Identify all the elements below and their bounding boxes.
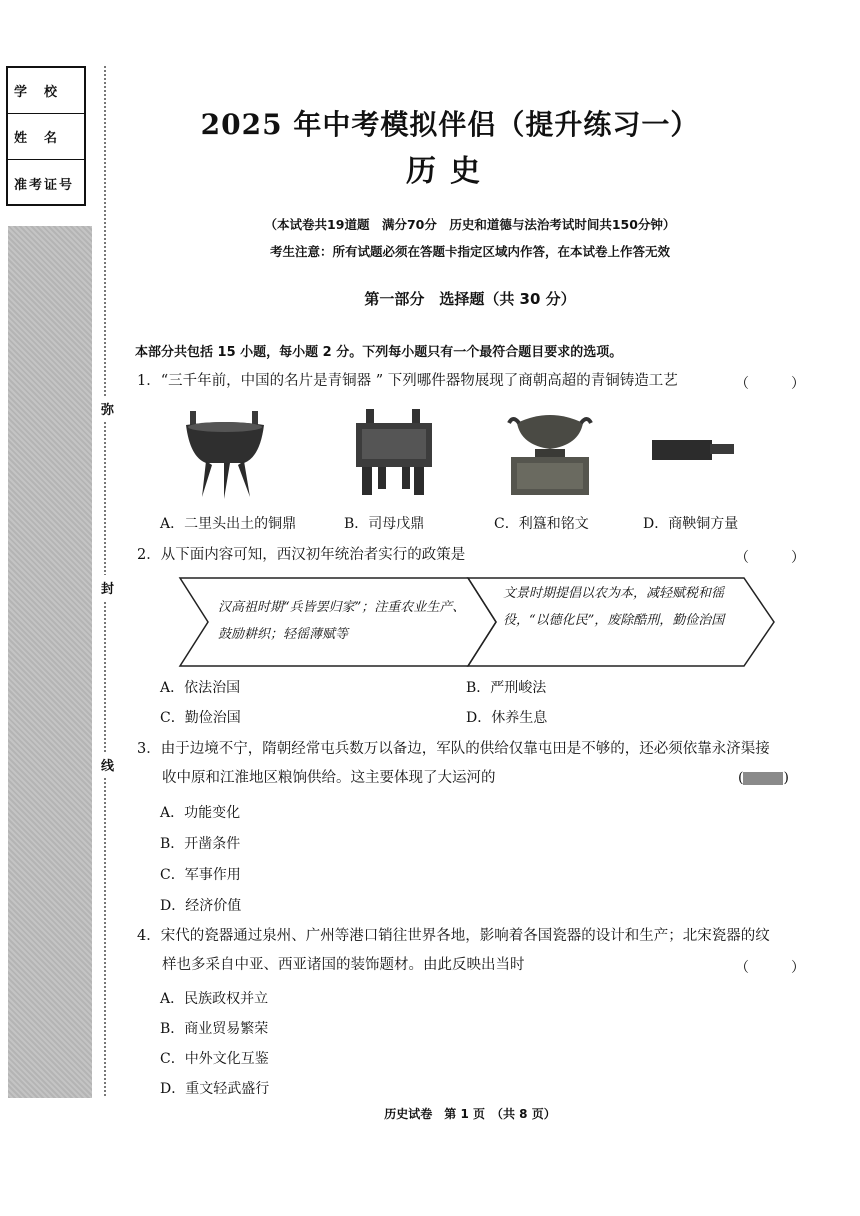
q4-option-b: B．商业贸易繁荣 xyxy=(160,1021,269,1037)
redaction-box xyxy=(743,772,783,785)
q2-answer-paren: （ ） xyxy=(735,550,805,566)
student-info-box xyxy=(6,66,86,206)
exam-note: （本试卷共19道题 满分70分 历史和道德与法治考试时间共150分钟） xyxy=(264,217,676,232)
page-title: 2025 年中考模拟伴侣（提升练习一） xyxy=(200,108,700,141)
q2-stem: 2．从下面内容可知，西汉初年统治者实行的政策是 xyxy=(137,547,466,563)
q4-answer-paren: （ ） xyxy=(735,960,805,976)
exam-warning: 考生注意：所有试题必须在答题卡指定区域内作答，在本试卷上作答无效 xyxy=(269,244,670,259)
q3-option-b: B．开凿条件 xyxy=(160,836,241,852)
li-gui-image xyxy=(505,405,595,497)
q3-answer-paren: ( ) xyxy=(738,770,789,786)
name-field: 姓 名 xyxy=(8,114,84,160)
exam-id-field: 准考证号 xyxy=(14,177,75,193)
q1-option-d: D．商鞅铜方量 xyxy=(643,516,739,532)
shangyang-measure-image xyxy=(650,436,736,464)
binding-strip xyxy=(8,226,92,1098)
seal-char-xian: 线 xyxy=(101,752,114,777)
section-title: 第一部分 选择题（共 30 分） xyxy=(364,290,576,308)
q1-option-c: C．利簋和铭文 xyxy=(494,516,589,532)
q2-option-d: D．休养生息 xyxy=(466,710,548,726)
q4-option-d: D．重文轻武盛行 xyxy=(160,1081,270,1097)
q2-box-right-text: 文景时期提倡以农为本，减轻赋税和徭役，“以德化民”，废除酷刑，勤俭治国 xyxy=(503,586,725,628)
q1-answer-paren: （ ） xyxy=(735,376,805,392)
q2-box-left-text: 汉高祖时期“兵皆罢归家”；注重农业生产、鼓励耕织；轻徭薄赋等 xyxy=(218,600,466,642)
page-footer: 历史试卷 第 1 页 （共 8 页） xyxy=(384,1107,556,1121)
q3-stem-line2: 收中原和江淮地区粮饷供给。这主要体现了大运河的 xyxy=(162,770,496,786)
school-field: 学 校 xyxy=(8,68,84,114)
bronze-ding-erlitou-image xyxy=(180,405,270,500)
subject-title: 历史 xyxy=(406,154,494,189)
section-instructions: 本部分共包括 15 小题，每小题 2 分。下列每小题只有一个最符合题目要求的选项。 xyxy=(135,345,623,360)
q3-option-a: A．功能变化 xyxy=(160,805,241,821)
q4-stem-line2: 样也多采自中亚、西亚诸国的装饰题材。由此反映出当时 xyxy=(162,957,525,973)
q2-option-c: C．勤俭治国 xyxy=(160,710,241,726)
q4-option-c: C．中外文化互鉴 xyxy=(160,1051,269,1067)
q2-option-a: A．依法治国 xyxy=(160,680,241,696)
q1-option-b: B．司母戊鼎 xyxy=(344,516,425,532)
q4-option-a: A．民族政权并立 xyxy=(160,991,269,1007)
q3-option-c: C．军事作用 xyxy=(160,867,241,883)
q1-stem: 1．“三千年前，中国的名片是青铜器 ” 下列哪件器物展现了商朝高超的青铜铸造工艺 xyxy=(137,373,678,389)
q2-option-b: B．严刑峻法 xyxy=(466,680,547,696)
q3-option-d: D．经济价值 xyxy=(160,898,242,914)
q4-stem-line1: 4．宋代的瓷器通过泉州、广州等港口销往世界各地，影响着各国瓷器的设计和生产；北宋瓷器的纹 xyxy=(137,928,770,944)
seal-char-feng: 封 xyxy=(101,575,114,600)
q3-stem-line1: 3．由于边境不宁，隋朝经常屯兵数万以备边，军队的供给仅靠屯田是不够的，还必须依靠永济渠接 xyxy=(137,741,770,757)
q1-option-a: A．二里头出土的铜鼎 xyxy=(160,516,297,532)
simuwu-ding-image xyxy=(348,405,440,497)
seal-char-mi: 弥 xyxy=(101,396,114,421)
